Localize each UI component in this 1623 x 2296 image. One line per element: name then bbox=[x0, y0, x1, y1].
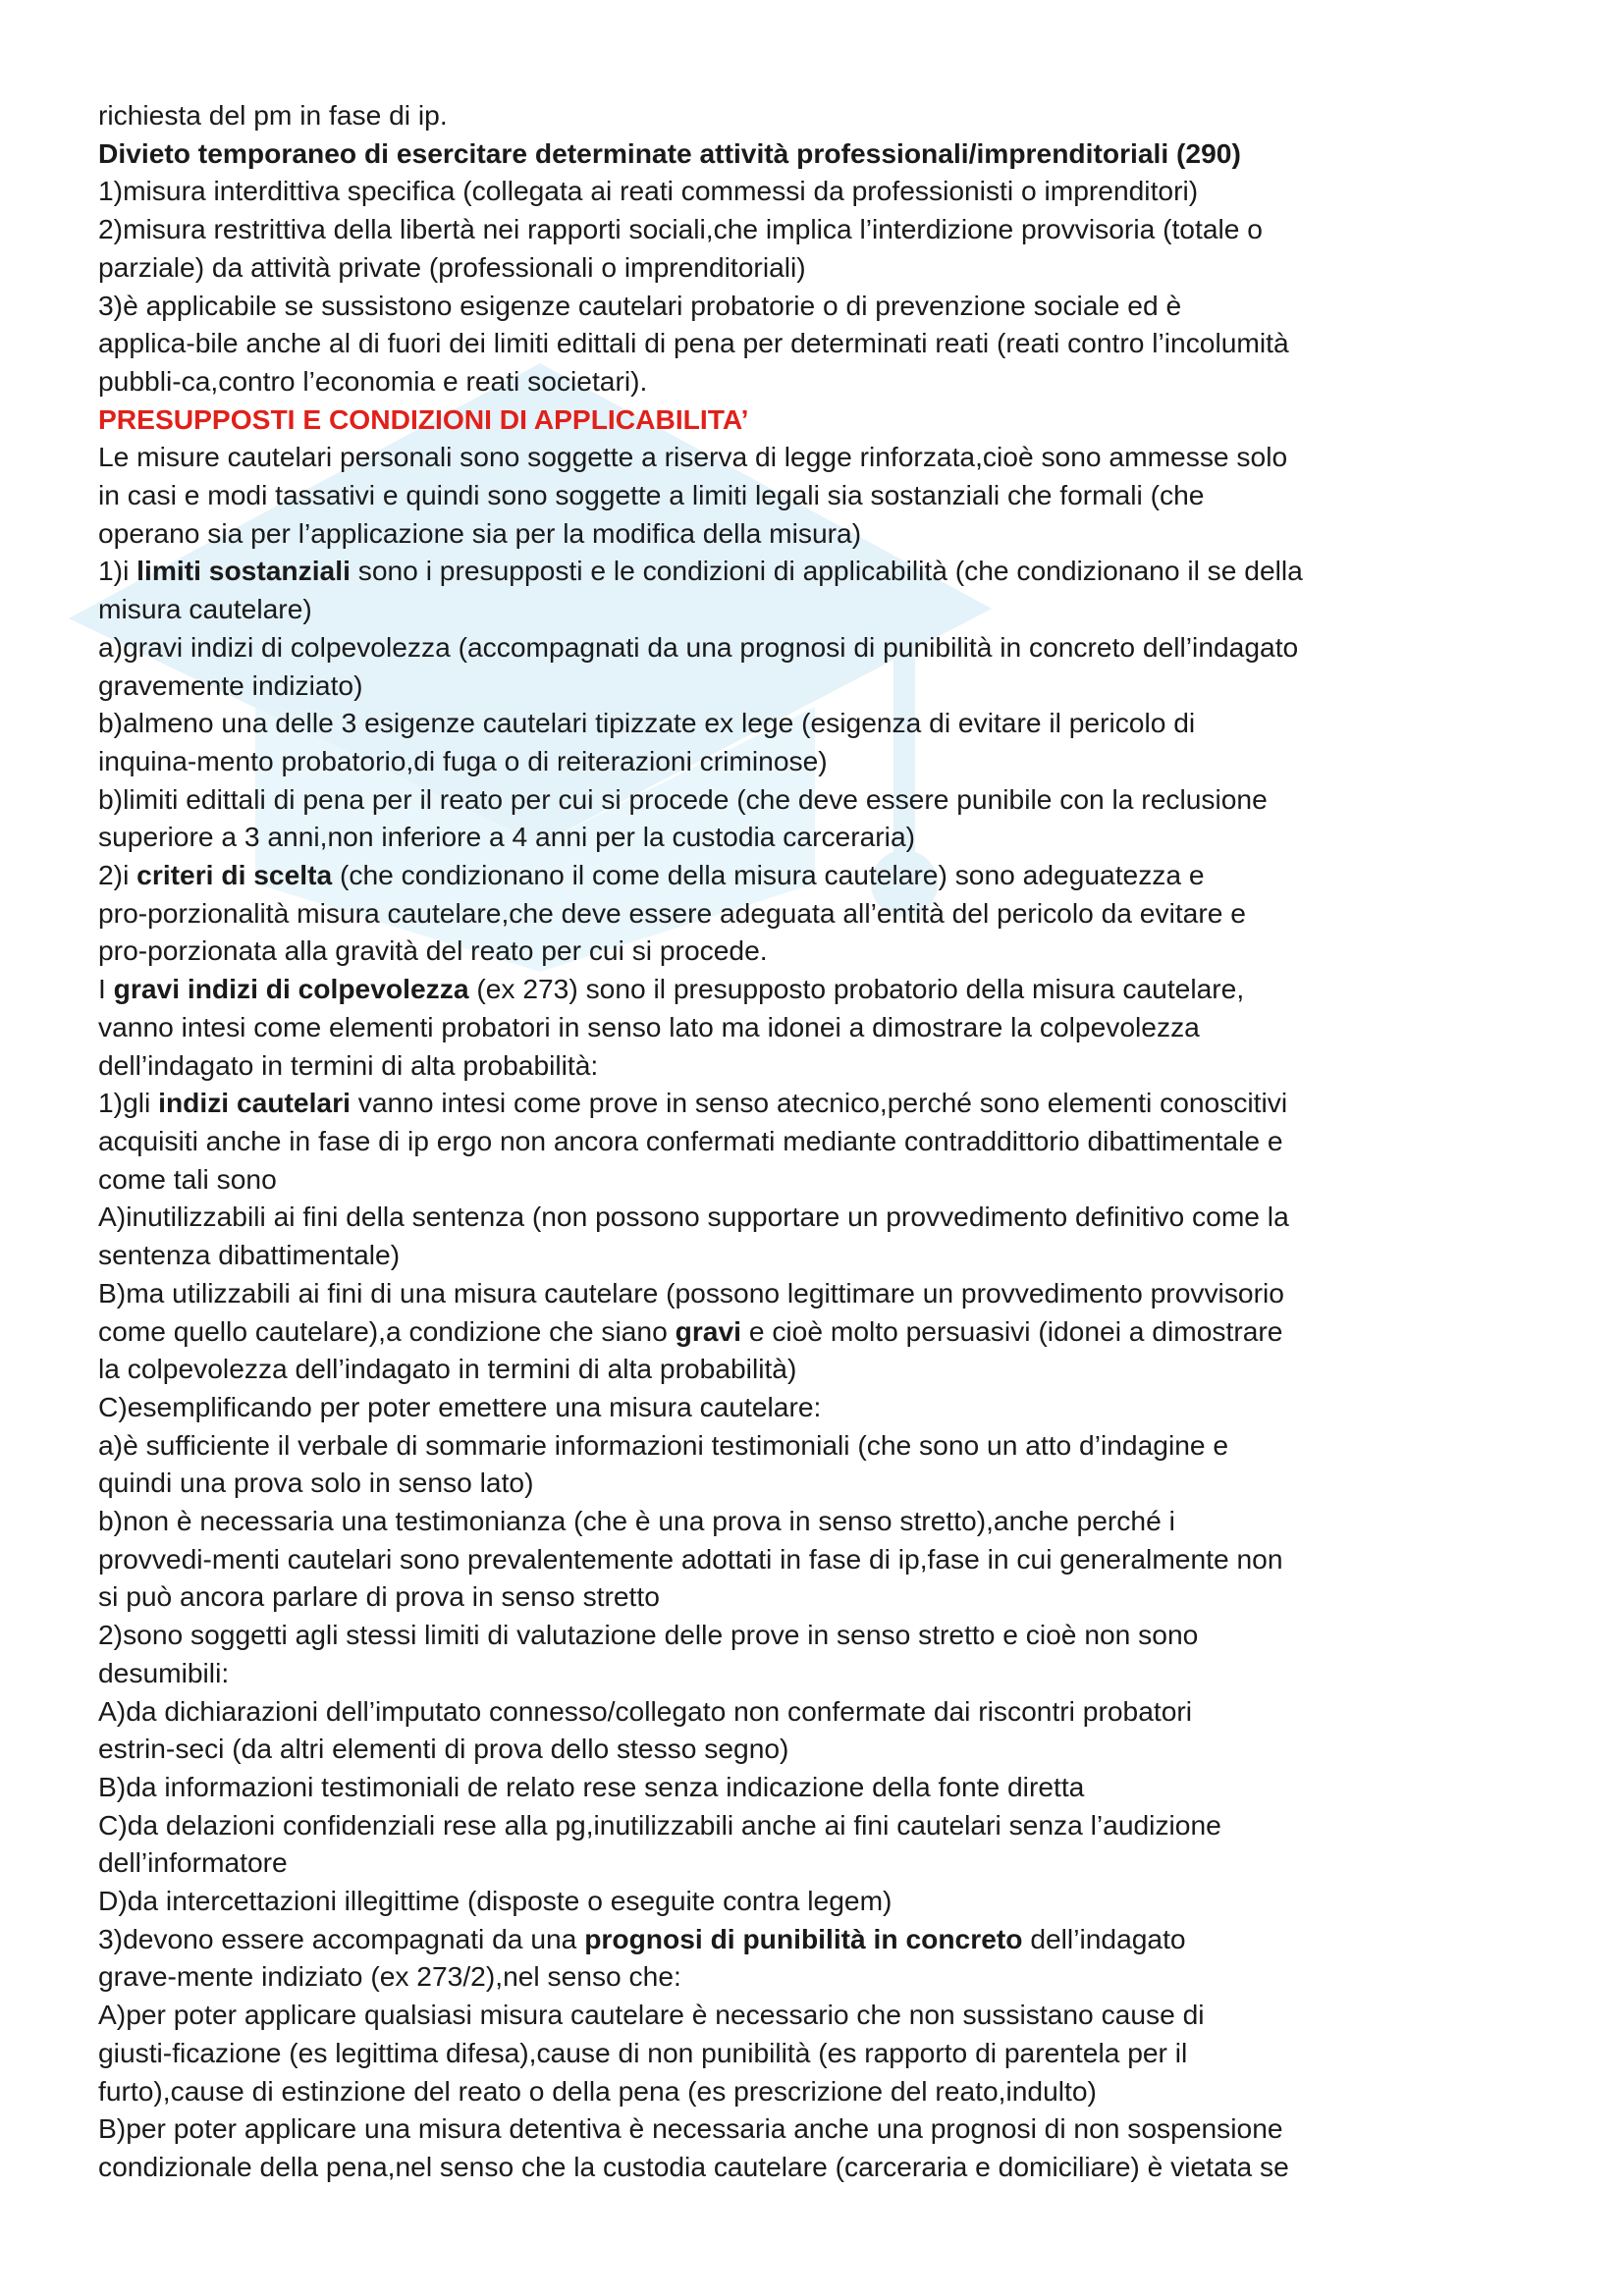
text-run: dell’indagato in termini di alta probabilità: bbox=[98, 1048, 599, 1081]
text-run: Le misure cautelari personali sono soggette a riserva di legge rinforzata,cioè sono ammesse solo bbox=[98, 441, 1288, 473]
text-line bbox=[98, 1957, 1532, 1996]
text-run: 2)i bbox=[98, 859, 137, 891]
text-run: pro-porzionalità misura cautelare,che deve essere adeguata all’entità del pericolo da evitare e bbox=[98, 896, 1246, 929]
text-run: come quello cautelare),a condizione che siano bbox=[98, 1314, 676, 1347]
text-run: si può ancora parlare di prova in senso stretto bbox=[98, 1580, 660, 1613]
text-line bbox=[98, 287, 1532, 325]
text-line bbox=[98, 1540, 1532, 1578]
text-line bbox=[98, 134, 1532, 173]
text-line bbox=[98, 248, 1532, 287]
text-run: 3)è applicabile se sussistono esigenze cautelari probatorie o di prevenzione sociale ed è bbox=[98, 289, 1182, 321]
text-run: sentenza dibattimentale) bbox=[98, 1239, 401, 1271]
text-run: furto),cause di estinzione del reato o della pena (es prescrizione del reato,indulto) bbox=[98, 2074, 1097, 2107]
text-line bbox=[98, 96, 1532, 134]
text-run: grave-mente indiziato (ex 273/2),nel senso che: bbox=[98, 1960, 681, 1993]
bold-term: indizi cautelari bbox=[158, 1087, 351, 1119]
text-line bbox=[98, 324, 1532, 362]
text-run: b)non è necessaria una testimonianza (che è una prova in senso stretto),anche perché i bbox=[98, 1505, 1175, 1537]
text-run: parziale) da attività private (professionali o imprenditoriali) bbox=[98, 250, 806, 283]
text-line bbox=[98, 1806, 1532, 1844]
text-line bbox=[98, 2034, 1532, 2072]
text-line bbox=[98, 1843, 1532, 1882]
text-line bbox=[98, 1160, 1532, 1199]
text-line bbox=[98, 2148, 1532, 2186]
section-heading: PRESUPPOSTI E CONDIZIONI DI APPLICABILITA’ bbox=[98, 402, 749, 435]
text-run: operano sia per l’applicazione sia per la modifica della misura) bbox=[98, 516, 862, 549]
text-line bbox=[98, 1236, 1532, 1274]
text-line bbox=[98, 1122, 1532, 1160]
text-run: 3)devono essere accompagnati da una bbox=[98, 1922, 585, 1954]
text-run: sono i presupposti e le condizioni di applicabilità (che condizionano il se della bbox=[350, 555, 1303, 587]
text-line bbox=[98, 1654, 1532, 1692]
text-line bbox=[98, 1692, 1532, 1731]
text-line bbox=[98, 400, 1532, 439]
text-line bbox=[98, 476, 1532, 514]
text-line bbox=[98, 2109, 1532, 2148]
text-run: b)limiti edittali di pena per il reato per cui si procede (che deve essere punibile con la reclusione bbox=[98, 782, 1268, 815]
text-line bbox=[98, 2072, 1532, 2110]
text-line bbox=[98, 667, 1532, 705]
document-body bbox=[98, 96, 1532, 2186]
text-run: B)per poter applicare una misura detentiva è necessaria anche una prognosi di non sospensione bbox=[98, 2112, 1283, 2145]
text-line bbox=[98, 894, 1532, 933]
text-run: gravemente indiziato) bbox=[98, 668, 363, 701]
text-run: D)da intercettazioni illegittime (disposte o eseguite contra legem) bbox=[98, 1885, 893, 1917]
text-line bbox=[98, 362, 1532, 400]
bold-term: Divieto temporaneo di esercitare determinate attività professionali/imprenditoriali (290) bbox=[98, 136, 1241, 169]
bold-term: prognosi di punibilità in concreto bbox=[584, 1922, 1023, 1954]
text-line bbox=[98, 1388, 1532, 1426]
text-run: a)gravi indizi di colpevolezza (accompagnati da una prognosi di punibilità in concreto dell’indagato bbox=[98, 630, 1299, 663]
text-run: A)per poter applicare qualsiasi misura cautelare è necessario che non sussistano cause di bbox=[98, 1999, 1205, 2031]
text-run: inquina-mento probatorio,di fuga o di reiterazioni criminose) bbox=[98, 744, 828, 776]
text-line bbox=[98, 1198, 1532, 1236]
text-line bbox=[98, 1274, 1532, 1312]
text-line bbox=[98, 1350, 1532, 1388]
text-line bbox=[98, 818, 1532, 856]
text-line bbox=[98, 1577, 1532, 1616]
text-run: b)almeno una delle 3 esigenze cautelari tipizzate ex lege (esigenza di evitare il pericolo di bbox=[98, 707, 1196, 739]
text-line bbox=[98, 1464, 1532, 1502]
text-run: C)esemplificando per poter emettere una misura cautelare: bbox=[98, 1390, 822, 1422]
text-run: (ex 273) sono il presupposto probatorio della misura cautelare, bbox=[468, 973, 1245, 1005]
text-run: dell’indagato bbox=[1022, 1922, 1186, 1954]
text-line bbox=[98, 1426, 1532, 1465]
text-run: quindi una prova solo in senso lato) bbox=[98, 1467, 534, 1499]
text-run: desumibili: bbox=[98, 1656, 230, 1688]
text-run: la colpevolezza dell’indagato in termini di alta probabilità) bbox=[98, 1353, 797, 1385]
text-run: e cioè molto persuasivi (idonei a dimostrare bbox=[740, 1314, 1283, 1347]
text-run: 1)i bbox=[98, 555, 137, 587]
text-run: B)da informazioni testimoniali de relato rese senza indicazione della fonte diretta bbox=[98, 1770, 1085, 1802]
text-line bbox=[98, 1046, 1532, 1085]
text-run: 2)misura restrittiva della libertà nei rapporti sociali,che implica l’interdizione provvisoria (totale o bbox=[98, 213, 1263, 245]
text-run: A)inutilizzabili ai fini della sentenza (non possono supportare un provvedimento definitivo come la bbox=[98, 1201, 1289, 1233]
text-run: 1)gli bbox=[98, 1087, 159, 1119]
text-line bbox=[98, 1730, 1532, 1768]
text-run: misura cautelare) bbox=[98, 593, 312, 625]
text-run: pubbli-ca,contro l’economia e reati societari). bbox=[98, 364, 648, 397]
text-run: provvedi-menti cautelari sono prevalentemente adottati in fase di ip,fase in cui generalmente non bbox=[98, 1542, 1283, 1575]
text-line bbox=[98, 210, 1532, 248]
text-line bbox=[98, 932, 1532, 970]
text-line bbox=[98, 856, 1532, 894]
text-line bbox=[98, 1920, 1532, 1958]
bold-term: limiti sostanziali bbox=[136, 555, 351, 587]
text-run: 1)misura interdittiva specifica (collegata ai reati commessi da professionisti o imprenditori) bbox=[98, 175, 1199, 207]
text-run: B)ma utilizzabili ai fini di una misura cautelare (possono legittimare un provvedimento provvisorio bbox=[98, 1276, 1284, 1308]
text-line bbox=[98, 1768, 1532, 1806]
text-line bbox=[98, 1882, 1532, 1920]
text-run: estrin-seci (da altri elementi di prova dello stesso segno) bbox=[98, 1733, 789, 1765]
text-run: C)da delazioni confidenziali rese alla pg,inutilizzabili anche ai fini cautelari senza l’audizione bbox=[98, 1808, 1221, 1841]
text-run: vanno intesi come prove in senso atecnico,perché sono elementi conoscitivi bbox=[350, 1087, 1288, 1119]
text-run: come tali sono bbox=[98, 1162, 277, 1195]
text-line bbox=[98, 438, 1532, 476]
text-run: (che condizionano il come della misura cautelare) sono adeguatezza e bbox=[332, 859, 1205, 891]
text-run: in casi e modi tassativi e quindi sono soggette a limiti legali sia sostanziali che formali (che bbox=[98, 479, 1205, 511]
text-line bbox=[98, 742, 1532, 780]
text-run: A)da dichiarazioni dell’imputato connesso/collegato non confermate dai riscontri probatori bbox=[98, 1694, 1193, 1727]
text-line bbox=[98, 1084, 1532, 1122]
text-line bbox=[98, 1502, 1532, 1540]
text-run: superiore a 3 anni,non inferiore a 4 anni per la custodia carceraria) bbox=[98, 821, 916, 853]
text-line bbox=[98, 552, 1532, 590]
bold-term: gravi indizi di colpevolezza bbox=[113, 973, 469, 1005]
text-line bbox=[98, 1996, 1532, 2034]
text-line bbox=[98, 970, 1532, 1008]
text-run: applica-bile anche al di fuori dei limiti edittali di pena per determinati reati (reati contro l’incolumità bbox=[98, 327, 1289, 359]
text-line bbox=[98, 780, 1532, 819]
text-run: giusti-ficazione (es legittima difesa),cause di non punibilità (es rapporto di parentela per il bbox=[98, 2036, 1188, 2068]
text-run: a)è sufficiente il verbale di sommarie informazioni testimoniali (che sono un atto d’indagine e bbox=[98, 1428, 1229, 1461]
text-line bbox=[98, 1312, 1532, 1351]
text-line bbox=[98, 704, 1532, 742]
text-run: richiesta del pm in fase di ip. bbox=[98, 99, 448, 131]
text-run: 2)sono soggetti agli stessi limiti di valutazione delle prove in senso stretto e cioè non sono bbox=[98, 1619, 1199, 1651]
text-run: acquisiti anche in fase di ip ergo non ancora confermati mediante contraddittorio dibattimentale e bbox=[98, 1124, 1283, 1156]
text-line bbox=[98, 1008, 1532, 1046]
text-line bbox=[98, 628, 1532, 667]
text-run: vanno intesi come elementi probatori in senso lato ma idonei a dimostrare la colpevolezza bbox=[98, 1010, 1200, 1042]
bold-term: criteri di scelta bbox=[136, 859, 333, 891]
text-line bbox=[98, 590, 1532, 628]
text-run: pro-porzionata alla gravità del reato per cui si procede. bbox=[98, 934, 768, 967]
text-run: condizionale della pena,nel senso che la custodia cautelare (carceraria e domiciliare) è vietata se bbox=[98, 2150, 1289, 2182]
text-line bbox=[98, 514, 1532, 553]
text-run: dell’informatore bbox=[98, 1846, 288, 1879]
text-run: I bbox=[98, 973, 114, 1005]
text-line bbox=[98, 172, 1532, 210]
text-line bbox=[98, 1616, 1532, 1654]
bold-term: gravi bbox=[675, 1314, 741, 1347]
